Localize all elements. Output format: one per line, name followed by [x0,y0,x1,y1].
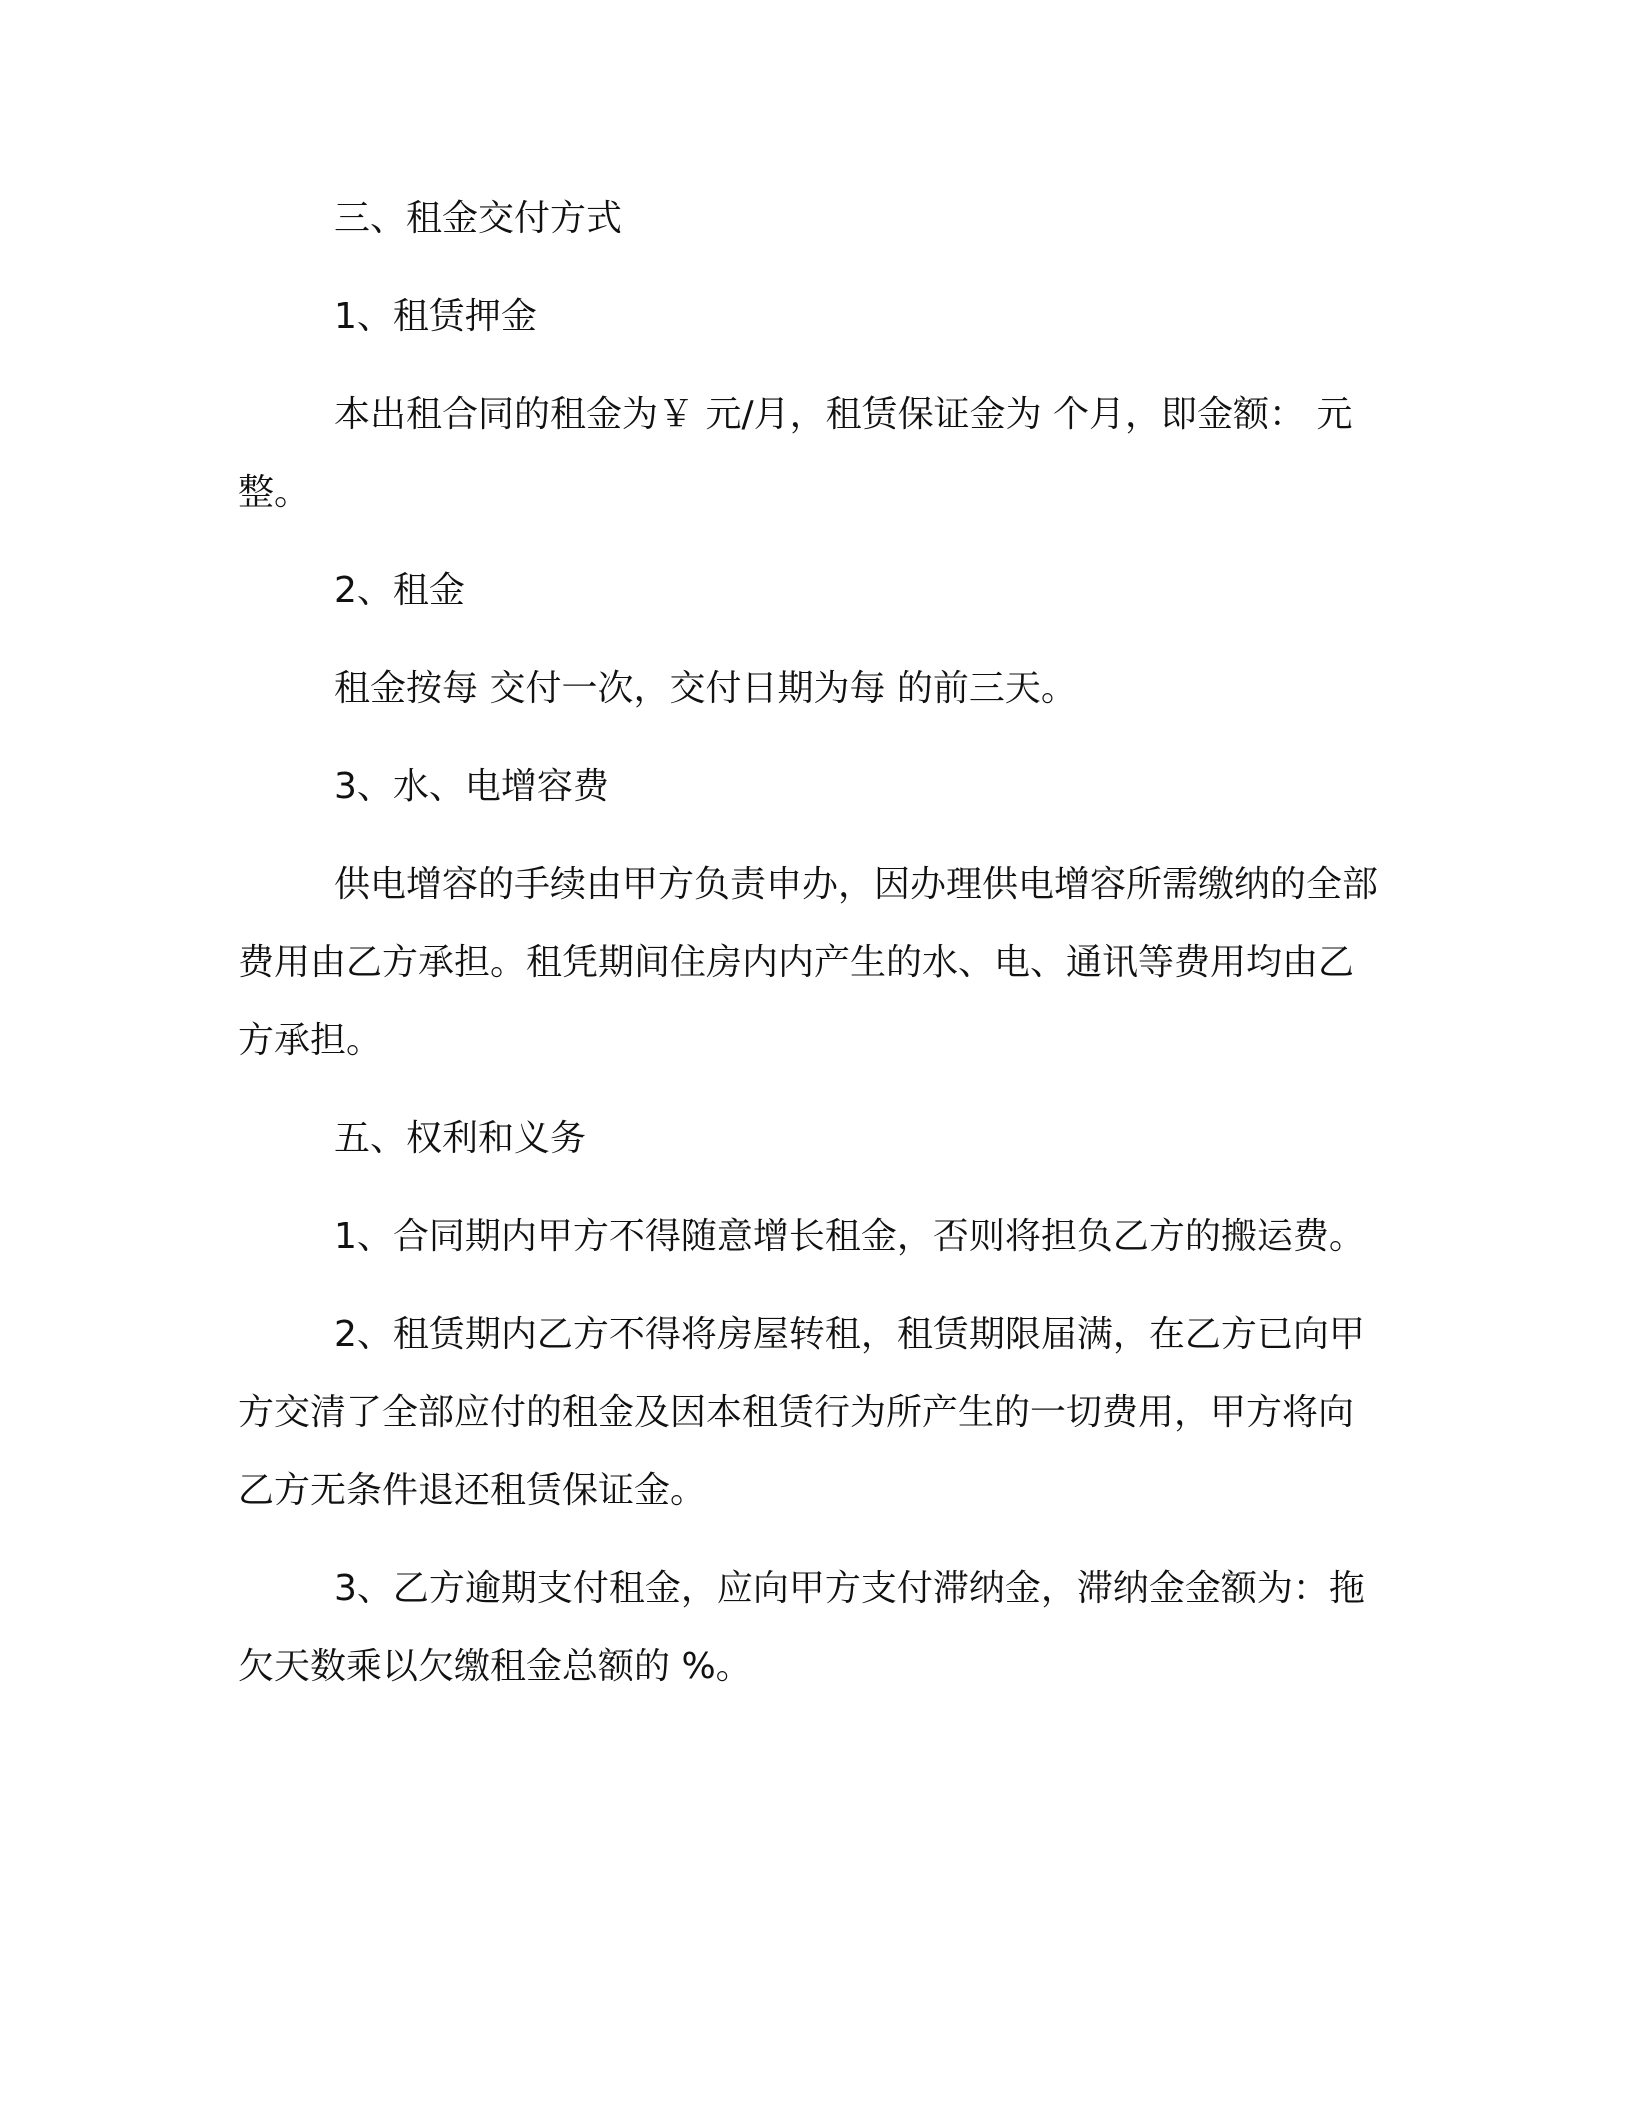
section-heading-rent-payment: 三、租金交付方式 [334,198,623,239]
document-content [238,180,1388,1706]
subheading-utilities: 3、水、电增容费 [334,766,609,807]
spacer [238,356,1388,376]
paragraph-rent-schedule: 租金按每 交付一次，交付日期为每 的前三天。 [334,668,1077,709]
spacer [238,826,1388,846]
spacer [238,258,1388,278]
spacer [238,630,1388,650]
subheading-deposit: 1、租赁押金 [334,296,537,337]
spacer [238,532,1388,552]
spacer [238,1530,1388,1550]
paragraph-utilities-terms: 供电增容的手续由甲方负责申办，因办理供电增容所需缴纳的全部费用由乙方承担。租凭期间住房内内产生的水、电、通讯等费用均由乙方承担。 [238,864,1379,1061]
spacer [238,1276,1388,1296]
paragraph-obligation-3: 3、乙方逾期支付租金，应向甲方支付滞纳金，滞纳金金额为：拖欠天数乘以欠缴租金总额的 %。 [238,1568,1365,1687]
paragraph-deposit-terms: 本出租合同的租金为￥ 元/月，租赁保证金为 个月，即金额： 元整。 [238,394,1353,513]
spacer [238,1080,1388,1100]
section-heading-rights-obligations: 五、权利和义务 [334,1118,587,1159]
spacer [238,728,1388,748]
subheading-rent: 2、租金 [334,570,465,611]
paragraph-obligation-1: 1、合同期内甲方不得随意增长租金，否则将担负乙方的搬运费。 [334,1216,1365,1257]
spacer [238,1178,1388,1198]
paragraph-obligation-2: 2、租赁期内乙方不得将房屋转租，租赁期限届满，在乙方已向甲方交清了全部应付的租金及因本租赁行为所产生的一切费用，甲方将向乙方无条件退还租赁保证金。 [238,1314,1365,1511]
